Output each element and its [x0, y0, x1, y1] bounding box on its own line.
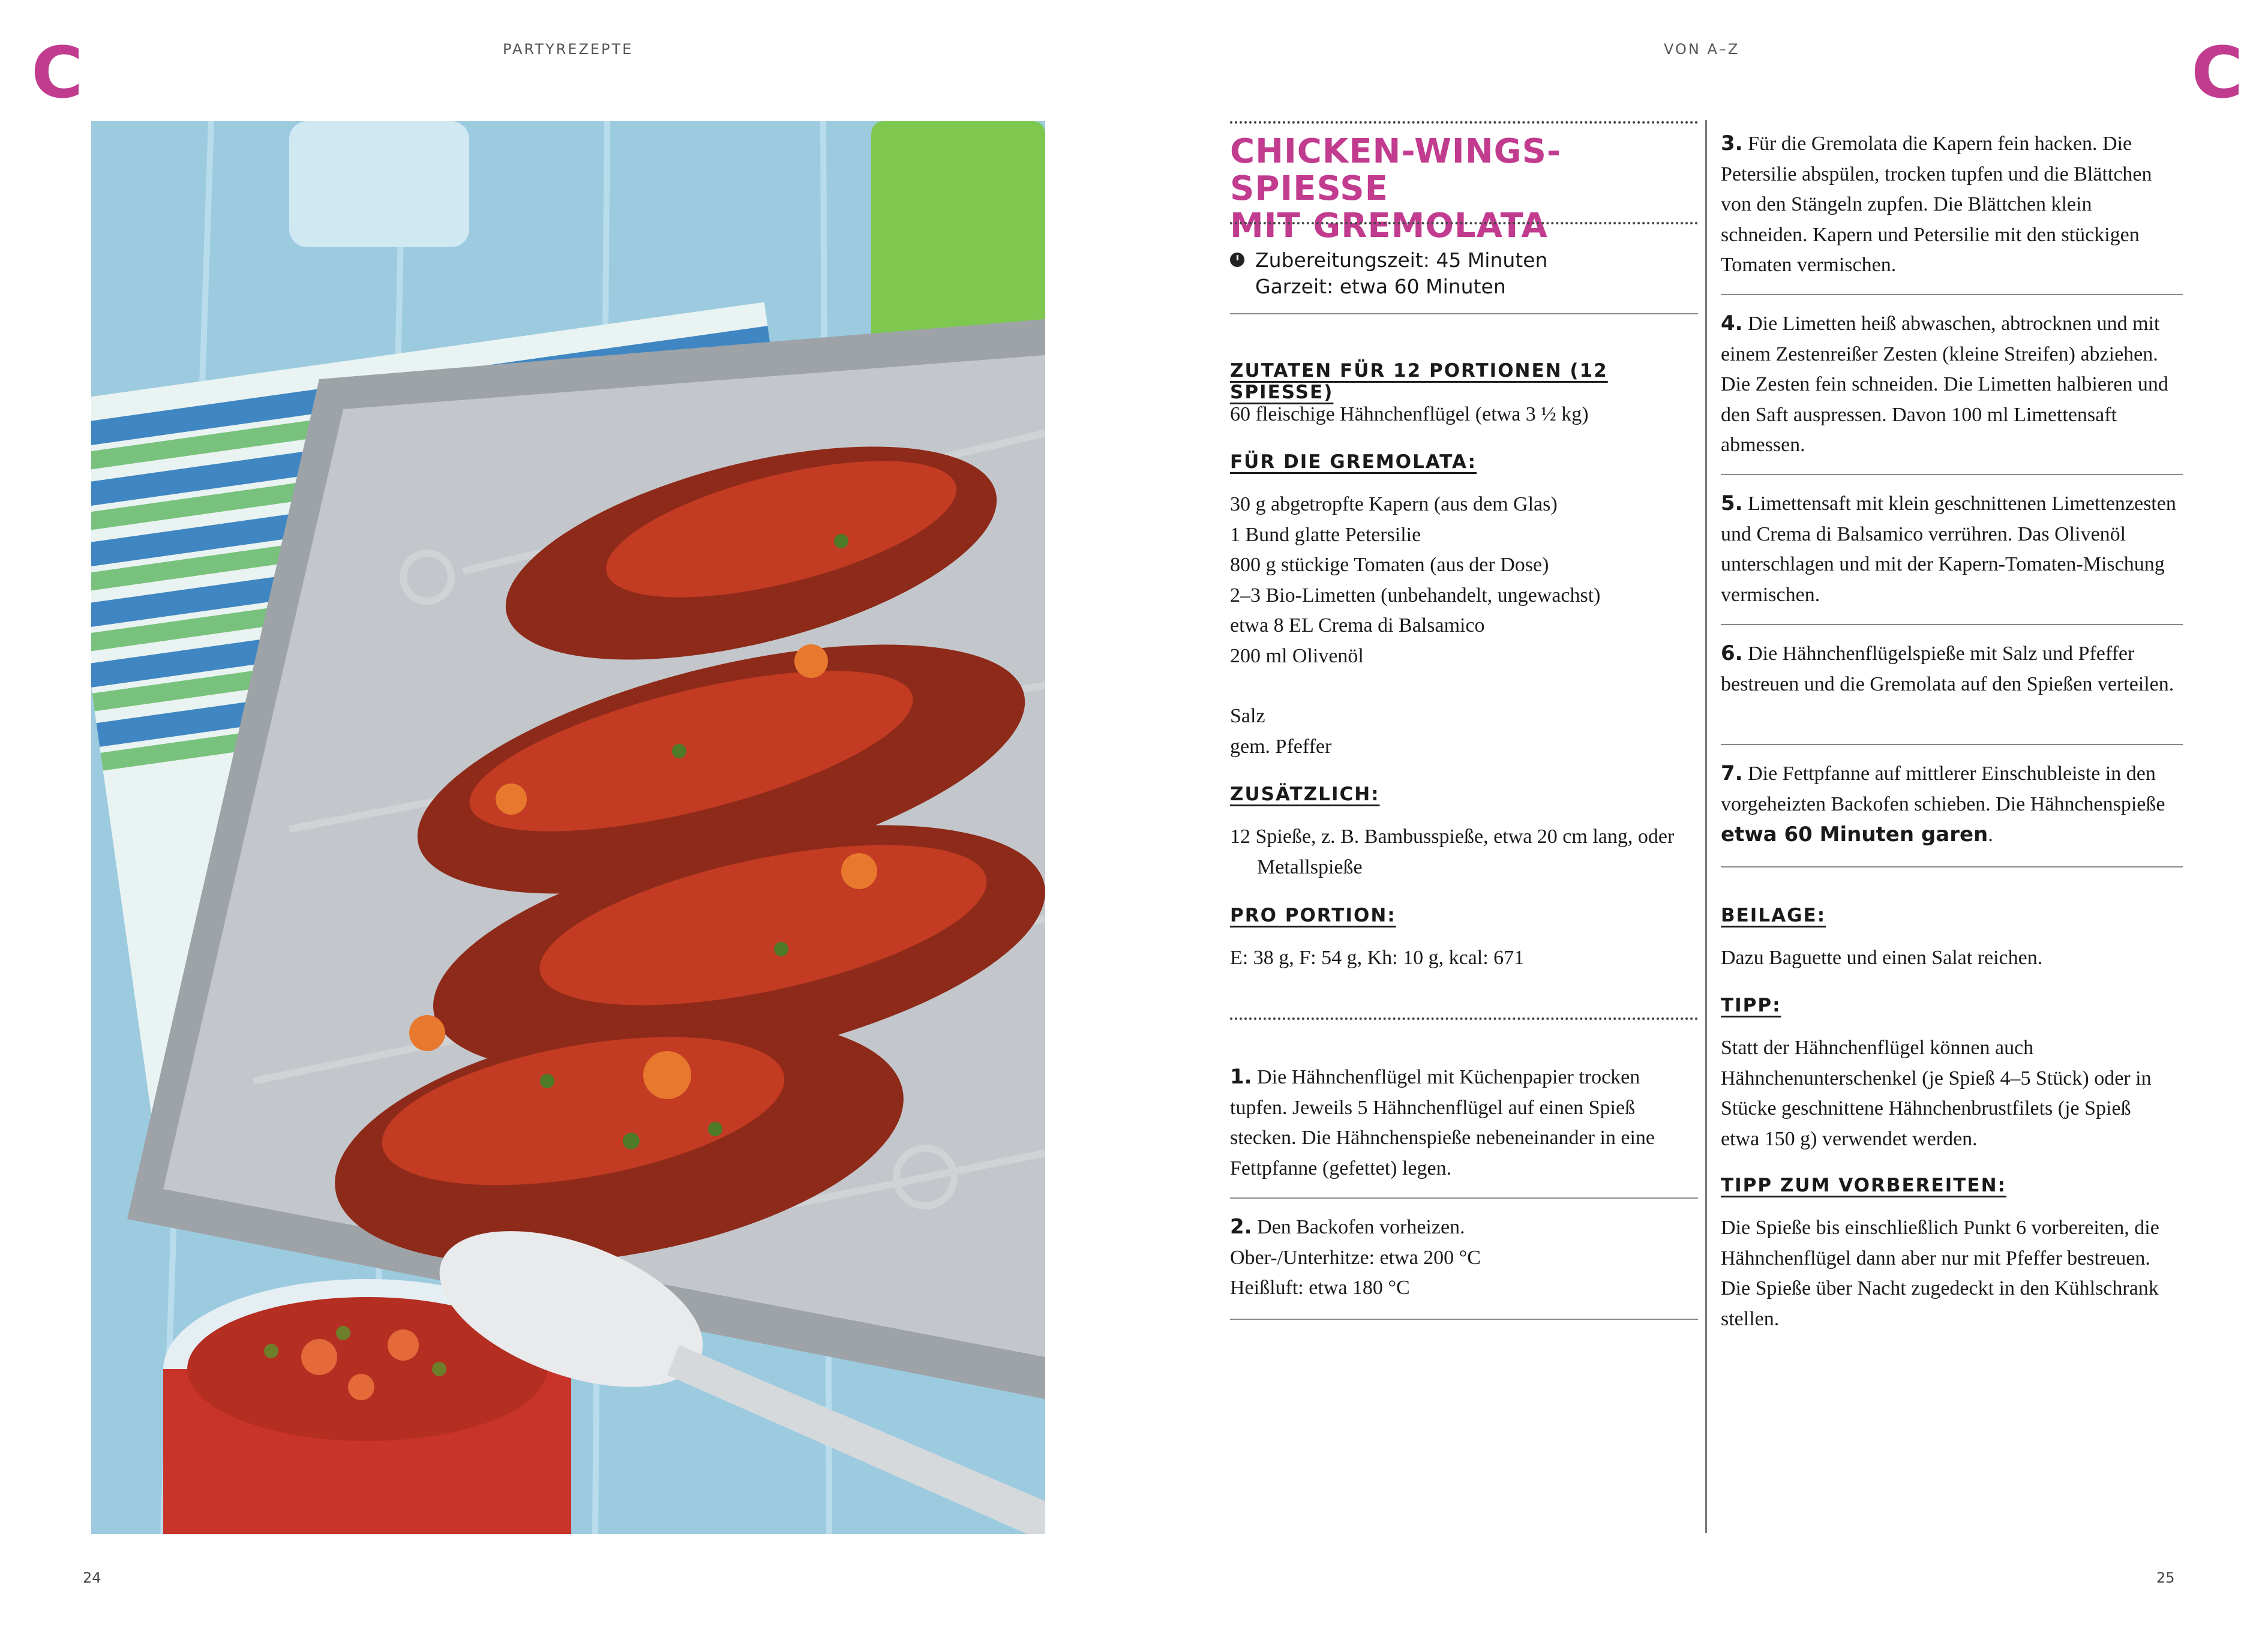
ingredients-heading: ZUTATEN FÜR 12 PORTIONEN (12 SPIESSE) [1230, 360, 1608, 403]
page-number-left: 24 [83, 1569, 101, 1586]
divider [1721, 474, 2183, 475]
step-number: 7. [1721, 761, 1743, 785]
step-1 [1230, 1062, 1701, 1184]
list-item: 1 Bund glatte Petersilie [1230, 523, 1421, 546]
gremolata-list [1230, 490, 1701, 762]
step-emphasis: etwa 60 Minuten garen [1721, 822, 1988, 846]
step-7 [1721, 758, 2183, 851]
tipp-text: Statt der Hähnchenflügel können auch Hähnchenunterschenkel (je Spieß 4–5 Stück) oder in Stücke geschnittene Hähnchenbrustfilets (je Spieß etwa 150 g) verwendet werden. [1721, 1037, 2152, 1150]
step-text-end: . [1988, 824, 1993, 846]
divider [1230, 1319, 1698, 1320]
recipe-title-line2: MIT GREMOLATA [1230, 206, 1548, 245]
extra-text: 12 Spieße, z. B. Bambusspieße, etwa 20 cm lang, oder Metallspieße [1230, 825, 1675, 878]
step-5 [1721, 488, 2183, 610]
step-text: Die Fettpfanne auf mittlerer Einschubleiste in den vorgeheizten Backofen schieben. Die Hähnchenspieße [1721, 763, 2165, 815]
oven-setting-convection: Heißluft: etwa 180 °C [1230, 1277, 1410, 1299]
step-2 [1230, 1212, 1701, 1304]
prep-time: Zubereitungszeit: 45 Minuten [1255, 248, 1548, 272]
beilage-text: Dazu Baguette und einen Salat reichen. [1721, 947, 2043, 969]
step-number: 2. [1230, 1215, 1252, 1239]
divider [1721, 624, 2183, 625]
step-text: Limettensaft mit klein geschnittenen Limettenzesten und Crema di Balsamico verrühren. Das Olivenöl unterschlagen und mit der Kapern-Tomaten-Mischung vermischen. [1721, 493, 2176, 606]
divider [1721, 744, 2183, 745]
step-text: Die Hähnchenflügel mit Küchenpapier trocken tupfen. Jeweils 5 Hähnchenflügel auf einen Spieß stecken. Die Hähnchenspieße nebeneinander in eine Fettpfanne (gefettet) legen. [1230, 1066, 1655, 1179]
recipe-photo [91, 121, 1045, 1534]
divider [1721, 866, 2183, 867]
tipp-prep-heading: TIPP ZUM VORBEREITEN: [1721, 1175, 2006, 1196]
step-text: Die Limetten heiß abwaschen, abtrocknen und mit einem Zestenreißer Zesten (kleine Streifen) abziehen. Die Zesten fein schneiden. Die Limetten halbieren und den Saft auspressen. Davon 100 ml Limettensaft abmessen. [1721, 313, 2168, 456]
step-text: Die Hähnchenflügelspieße mit Salz und Pfeffer bestreuen und die Gremolata auf den Spießen verteilen. [1721, 643, 2174, 695]
step-4 [1721, 308, 2183, 461]
list-item: gem. Pfeffer [1230, 735, 1332, 758]
gremolata-heading: FÜR DIE GREMOLATA: [1230, 451, 1477, 473]
extra-heading: ZUSÄTZLICH: [1230, 784, 1380, 805]
running-head-right: VON A–Z [1664, 41, 1740, 58]
divider [1230, 1197, 1698, 1199]
step-number: 6. [1721, 641, 1743, 665]
nutrition-heading: PRO PORTION: [1230, 905, 1396, 926]
tipp-prep-text: Die Spieße bis einschließlich Punkt 6 vorbereiten, die Hähnchenflügel dann aber nur mit Pfeffer bestreuen. Die Spieße über Nacht zugedeckt in den Kühlschrank stellen. [1721, 1217, 2159, 1330]
nutrition-text: E: 38 g, F: 54 g, Kh: 10 g, kcal: 671 [1230, 947, 1525, 969]
step-number: 1. [1230, 1065, 1252, 1089]
step-number: 4. [1721, 311, 1743, 335]
beilage-heading: BEILAGE: [1721, 905, 1826, 926]
recipe-title-line1: CHICKEN-WINGS-SPIESSE [1230, 132, 1562, 208]
list-item: 2–3 Bio-Limetten (unbehandelt, ungewachst) [1230, 584, 1601, 607]
oven-setting-top-bottom: Ober-/Unterhitze: etwa 200 °C [1230, 1246, 1481, 1269]
divider-dotted [1230, 222, 1698, 224]
cook-time: Garzeit: etwa 60 Minuten [1255, 275, 1506, 298]
chapter-letter-left: C [31, 31, 83, 114]
list-item: 800 g stückige Tomaten (aus der Dose) [1230, 554, 1549, 576]
time-info [1230, 247, 1698, 300]
column-divider [1705, 120, 1707, 1533]
step-6 [1721, 638, 2183, 700]
step-3 [1721, 128, 2183, 281]
step-text: Den Backofen vorheizen. [1257, 1216, 1465, 1238]
tipp-heading: TIPP: [1721, 995, 1781, 1016]
divider-dotted [1230, 1017, 1698, 1020]
divider [1230, 313, 1698, 314]
ingredients-main: 60 fleischige Hähnchenflügel (etwa 3 ½ kg) [1230, 403, 1589, 425]
divider-dotted [1230, 121, 1698, 124]
chapter-letter-right: C [2191, 31, 2243, 114]
list-item: 30 g abgetropfte Kapern (aus dem Glas) [1230, 493, 1558, 515]
clock-icon [1230, 253, 1244, 267]
list-item: 200 ml Olivenöl [1230, 644, 1364, 667]
page-number-right: 25 [2156, 1569, 2175, 1586]
step-text: Für die Gremolata die Kapern fein hacken. Die Petersilie abspülen, trocken tupfen und die Blättchen von den Stängeln zupfen. Die Blättchen klein schneiden. Kapern und Petersilie mit den stückigen Tomaten vermischen. [1721, 133, 2152, 276]
running-head-left: PARTYREZEPTE [503, 41, 634, 58]
list-item: etwa 8 EL Crema di Balsamico [1230, 614, 1485, 637]
list-item: Salz [1230, 705, 1265, 727]
divider [1721, 294, 2183, 295]
step-number: 5. [1721, 491, 1743, 515]
step-number: 3. [1721, 131, 1743, 155]
recipe-title [1230, 133, 1698, 245]
